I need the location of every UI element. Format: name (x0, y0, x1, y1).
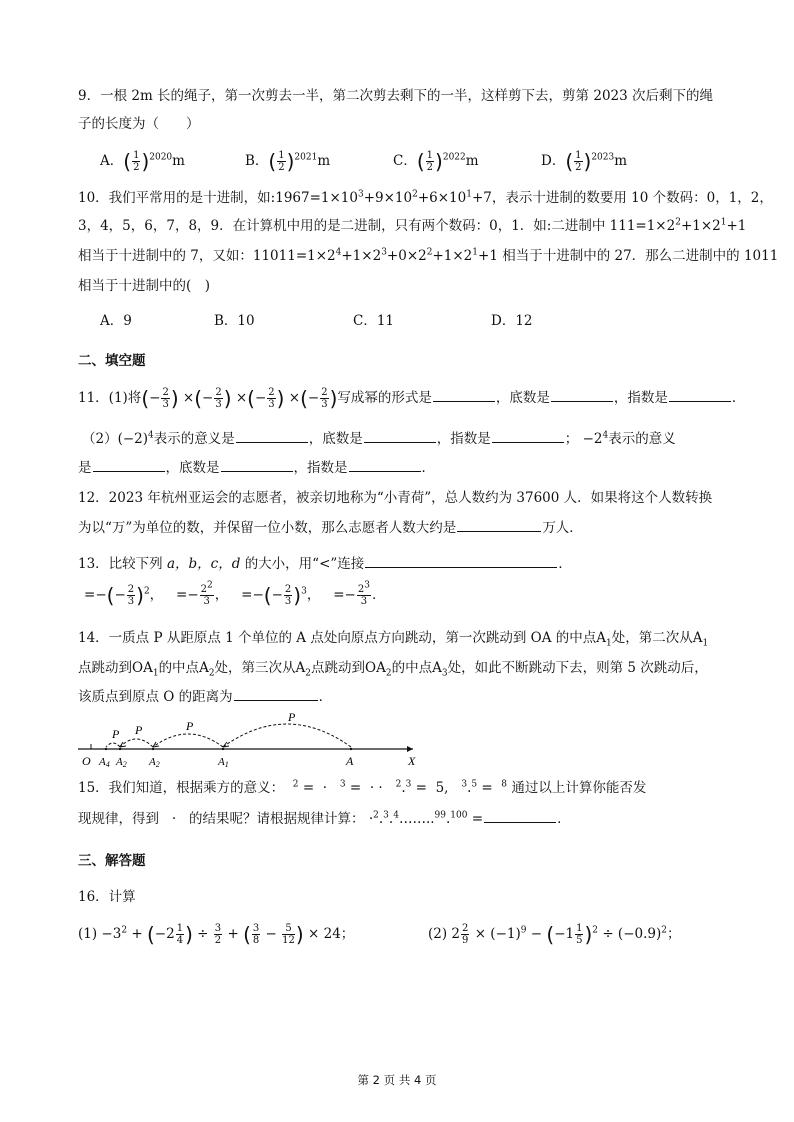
label-a4: A4 (99, 756, 110, 769)
label-x: X (408, 754, 416, 768)
q15-blank[interactable] (484, 808, 556, 823)
q10-line-4: 相当于十进制中的( ) (78, 278, 211, 294)
q16-title: 16．计算 (78, 889, 136, 905)
jump-arc-1 (223, 724, 351, 747)
point-a3 (119, 748, 121, 750)
q13-expressions: =−(− $\frac{2}{3}$ )$^2$， =− $\frac{2^2}{3}$ ， =−(− $\frac{2}{3}$ )$^3$， =− $\frac{2^3}{3}$ ． (84, 580, 386, 608)
q11-blank-exponent[interactable] (669, 387, 731, 402)
q14-number-line-diagram (78, 703, 423, 769)
q12-line-1: 12．2023 年杭州亚运会的志愿者，被亲切地称为“小青荷”，总人数约为 37600 人．如果将这个人数转换 (78, 490, 713, 506)
q14-line-2: 点跳动到$OA_1$的中点$A_2$处，第三次从$A_2$点跳动到$OA_2$的中点$A_3$处，如此不断跳动下去，则第 5 次跳动后， (78, 660, 708, 679)
q11-blank-base-1[interactable] (364, 428, 436, 443)
q13-blank[interactable] (365, 553, 557, 568)
q12-blank[interactable] (457, 517, 541, 532)
q13-line-1: 13．比较下列 a，b，c，d 的大小，用“<”连接 ． (78, 553, 572, 574)
point-a (350, 748, 352, 750)
q9-option-b[interactable]: B．( $\frac{1}{2}$ )$^{2021}$m (245, 149, 331, 174)
q11-blank-power[interactable] (433, 387, 495, 402)
q11-part-3: 是 ，底数是 ，指数是 ． (78, 457, 435, 478)
q11-blank-meaning-1[interactable] (236, 428, 308, 443)
q10-line-1: 10．我们平常用的是十进制，如$:1967=1\times 10^3+9\times 10^2+6\times 10^1+7$，表示十进制的数要用 10 个数码：0，1，2， (78, 189, 773, 206)
q10-line-2: 3，4，5，6，7，8，9．在计算机中用的是二进制，只有两个数码：0，1．如:二进制中 $111=1\times 2^2+1\times 2^1+1$ (78, 217, 747, 234)
q16-part-2: (2) 2 $\frac{2}{9}$ × $(-1)^9 - (-1$ $\frac{1}{5}$ )$^2 \div (-0.9)^2$； (428, 922, 681, 947)
q11-blank-base[interactable] (551, 387, 613, 402)
q9-option-a[interactable]: A．( $\frac{1}{2}$ )$^{2020}$m (100, 149, 185, 174)
q15-line-2: 现规律，得到 · 的结果呢？请根据规律计算： ·$^2$.$^3$.$^4$……..$^{99}$.$^{100}$ = ． (78, 808, 571, 829)
q9-stem-line-1: 9．一根 2m 长的绳子，第一次剪去一半，第二次剪去剩下的一半，这样剪下去，剪第 2023 次后剩下的绳 (78, 88, 713, 104)
q14-line-1: 14．一质点 P 从距原点 1 个单位的 A 点处向原点方向跳动，第一次跳动到 OA 的中点$A_1$处，第二次从$A_1$ (78, 630, 709, 649)
page-footer: 第 2 页 共 4 页 (357, 1073, 437, 1087)
q10-option-b[interactable]: B．10 (214, 313, 255, 329)
q10-option-a[interactable]: A．9 (100, 313, 132, 329)
q15-line-1: 15．我们知道，根据乘方的意义： $^2$ = · $^3$ = · · $^2$.$^3$ = 5, $^3$.$^5$ = $^8$ 通过以上计算你能否发 (78, 779, 647, 796)
q9-option-c[interactable]: C．( $\frac{1}{2}$ )$^{2022}$m (393, 149, 479, 174)
jump-arc-2 (153, 734, 223, 747)
q10-option-c[interactable]: C．11 (353, 313, 395, 329)
label-p-1: P (288, 710, 296, 724)
q11-part-2: $(2)(-2)^4$表示的意义是 ，底数是 ，指数是 ； $-2^4$表示的意义 (82, 428, 676, 449)
q11-blank-exponent-2[interactable] (349, 457, 421, 472)
label-a3: A2 (116, 756, 127, 769)
q11-blank-base-2[interactable] (221, 457, 293, 472)
arrowhead-1 (223, 742, 229, 747)
jump-arc-4 (106, 743, 120, 747)
q16-part-1: $(1) -3^2 + (-2$ $\frac{1}{4}$ ) ÷ $\frac{3}{2}$ + ( $\frac{3}{8}$ − $\frac{5}{12}$ ) × 24； (78, 922, 355, 947)
label-a1: A1 (218, 756, 229, 769)
q10-option-d[interactable]: D．12 (491, 313, 533, 329)
section-fill-in-title: 二、填空题 (78, 353, 146, 369)
q11-part-1: 11．(1)将(− $\frac{2}{3}$ ) ×(− $\frac{2}{3}$ ) ×(− $\frac{2}{3}$ ) ×(− $\frac{2}{3}$ )写成幂的形式是 ，底数是 ，指数是 ． (78, 386, 746, 411)
label-p-2: P (186, 719, 194, 733)
q14-blank[interactable] (234, 686, 318, 701)
point-a1 (222, 748, 224, 750)
q12-line-2: 为以“万”为单位的数，并保留一位小数，那么志愿者人数大约是 万人． (78, 517, 583, 538)
axis-arrow (407, 746, 413, 752)
label-p-4: P (112, 727, 120, 741)
label-a2: A2 (149, 756, 160, 769)
q9-option-d[interactable]: D．( $\frac{1}{2}$ )$^{2023}$m (541, 149, 628, 174)
label-o: O (82, 754, 91, 768)
q10-line-3: 相当于十进制中的 7，又如：$11011=1\times 2^4+1\times 2^3+0\times 2^2+1\times 2^1+1$ 相当于十进制中的 27．那么二进制中的 1011 (78, 247, 779, 264)
q11-blank-exponent-1[interactable] (492, 428, 564, 443)
label-p-3: P (135, 723, 143, 737)
q14-line-3: 该质点到原点 O 的距离为 ． (78, 686, 332, 707)
point-a2 (152, 748, 154, 750)
q9-stem-line-2: 子的长度为（ ） (78, 116, 200, 132)
point-a4 (105, 748, 107, 750)
label-a: A (346, 754, 354, 768)
section-solve-title: 三、解答题 (78, 853, 146, 869)
q11-blank-meaning-2[interactable] (93, 457, 165, 472)
